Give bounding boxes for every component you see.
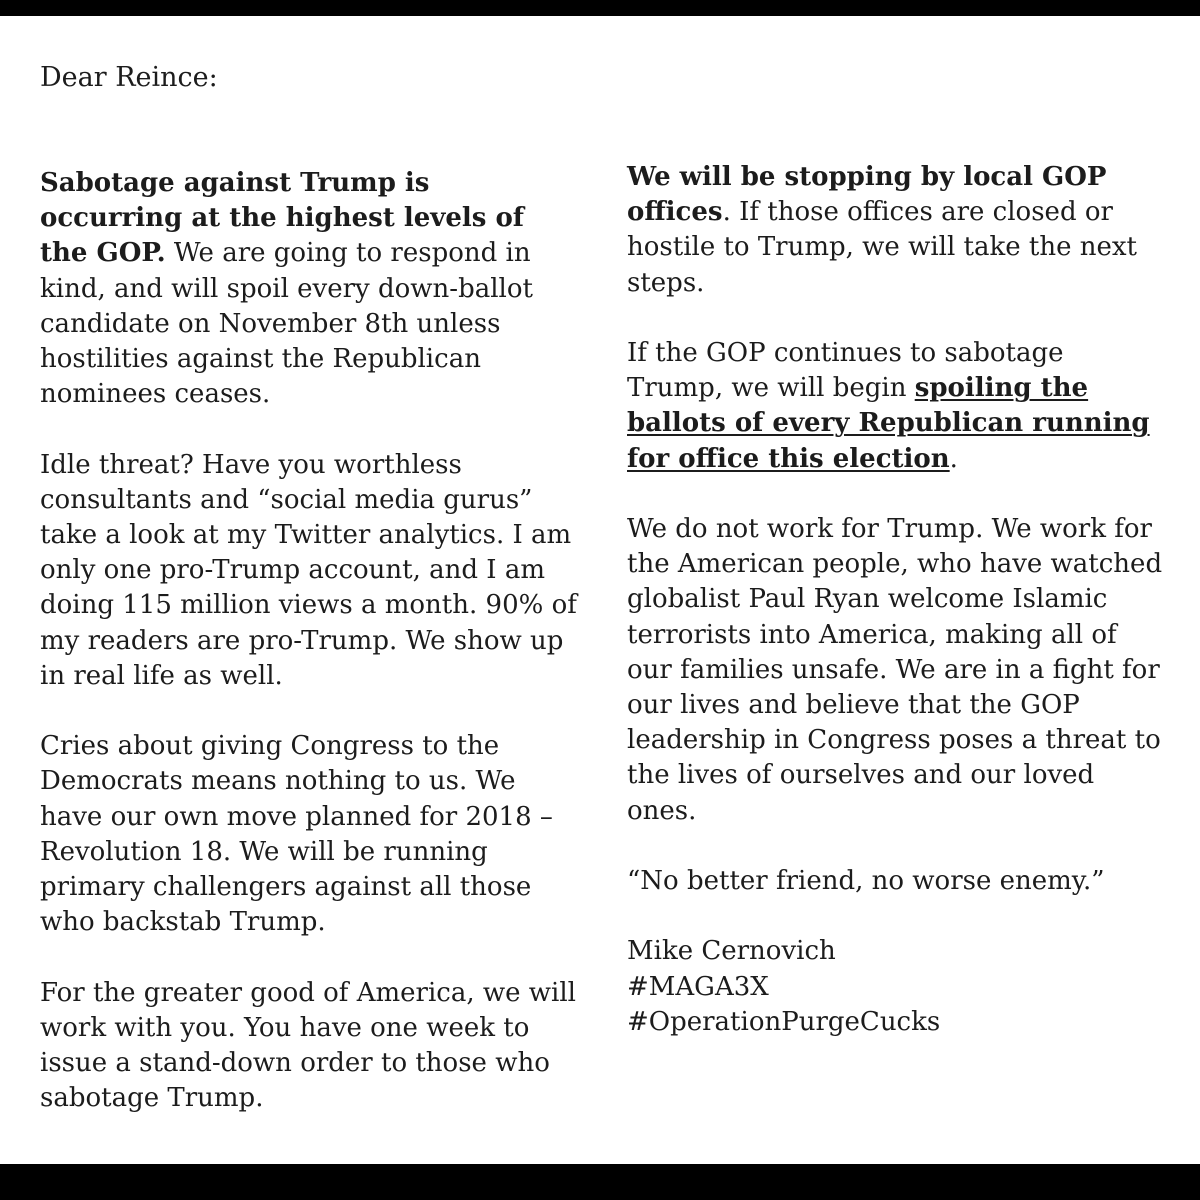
paragraph-american-people: We do not work for Trump. We work for the American people, who have watched globalist Paul Ryan welcome Islamic terrorists into America, making all of our families unsafe. We are in a fight for our lives and believe that the GOP leadership in Congress poses a threat to the lives of ourselves and our loved ones. [627, 514, 1163, 826]
paragraph-sabotage-text: We are going to respond in kind, and will spoil every down-ballot candidate on November 8th unless hostilities against the Republican nominees ceases. [40, 238, 533, 410]
bold-gop-offices: We will be stopping by local GOP offices [627, 162, 1107, 228]
signature-name: Mike Cernovich [627, 936, 836, 967]
paragraph-idle-threat: Idle threat? Have you worthless consultants and “social media gurus” take a look at my Twitter analytics. I am only one pro-Trump account, and I am doing 115 million views a month. 90% of my readers are pro-Trump. We show up in real life as well. [40, 449, 577, 691]
paragraph-gop-offices [627, 160, 1167, 301]
paragraph-congress: Cries about giving Congress to the Democrats means nothing to us. We have our own move planned for 2018 –Revolution 18. We will be running primary challengers against all those who backstab Trump. [40, 731, 553, 938]
signature-hashtag-maga: #MAGA3X [627, 971, 769, 1002]
bold-underline-spoiling: spoiling the ballots of every Republican running for office this election [627, 373, 1150, 474]
paragraph-sabotage [40, 166, 580, 412]
paragraph-greater-good: For the greater good of America, we will work with you. You have one week to issue a stand-down order to those who sabotage Trump. [40, 977, 576, 1114]
signature-hashtag-operation: #OperationPurgeCucks [627, 1006, 941, 1037]
paragraph-spoiling-tail: . [949, 443, 958, 474]
left-column [40, 166, 580, 1116]
bold-sabotage-statement: Sabotage against Trump is occurring at the highest levels of the GOP. [40, 168, 524, 269]
paragraph-spoiling-lead: If the GOP continues to sabotage Trump, we will begin [627, 338, 1064, 404]
right-column [627, 160, 1167, 1040]
letter-page [0, 16, 1200, 1164]
quote-motto: “No better friend, no worse enemy.” [627, 866, 1105, 897]
paragraph-spoiling [627, 336, 1167, 477]
paragraph-gop-offices-text: . If those offices are closed or hostile to Trump, we will take the next steps. [627, 197, 1137, 298]
salutation: Dear Reince: [40, 62, 218, 93]
